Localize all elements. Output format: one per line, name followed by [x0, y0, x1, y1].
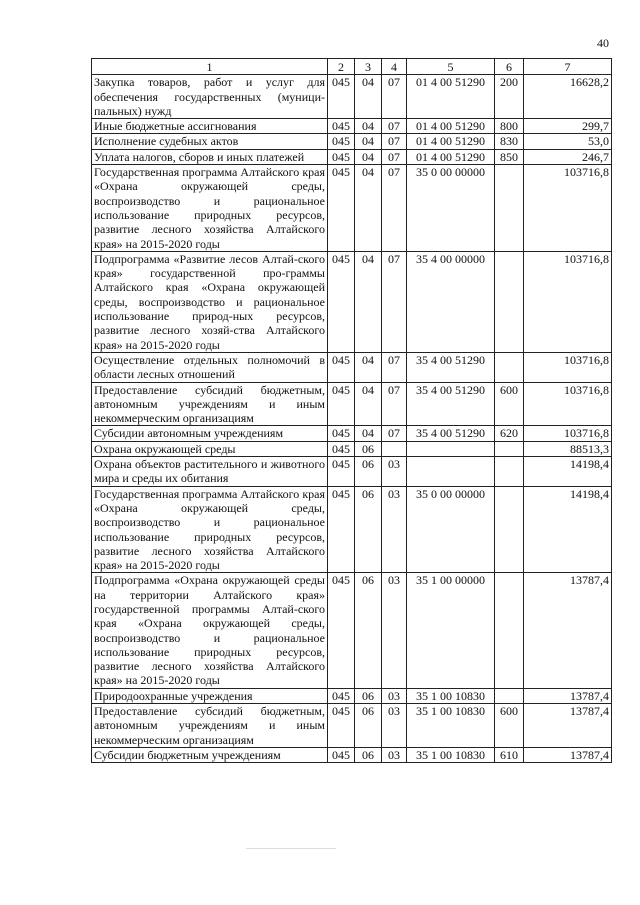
cell-sum: 14198,4 — [524, 457, 612, 487]
cell-pr: 07 — [382, 149, 407, 164]
cell-name: Субсидии автономным учреждениям — [92, 426, 328, 441]
cell-vr — [495, 251, 524, 352]
cell-pr: 03 — [382, 747, 407, 762]
table-row — [92, 704, 612, 748]
cell-vr — [495, 441, 524, 456]
cell-name: Государственная программа Алтайского края «Охрана окружающей среды, воспроизводство и рациональное использование природных ресурсов, развитие лесного хозяйства Алтайского края» на 2015-2020 годы — [92, 165, 328, 252]
table-row — [92, 75, 612, 119]
cell-vr: 620 — [495, 426, 524, 441]
cell-rz: 06 — [355, 747, 382, 762]
column-header: 6 — [495, 59, 524, 75]
cell-csr: 01 4 00 51290 — [407, 134, 495, 149]
cell-csr: 35 1 00 00000 — [407, 573, 495, 688]
cell-pr — [382, 441, 407, 456]
cell-ved: 045 — [328, 486, 355, 573]
cell-ved: 045 — [328, 75, 355, 119]
cell-rz: 04 — [355, 382, 382, 426]
cell-name: Осуществление отдельных полномочий в области лесных отношений — [92, 352, 328, 382]
cell-vr: 200 — [495, 75, 524, 119]
cell-rz: 06 — [355, 704, 382, 748]
cell-sum: 299,7 — [524, 119, 612, 134]
cell-rz: 06 — [355, 573, 382, 688]
cell-rz: 06 — [355, 486, 382, 573]
cell-name: Иные бюджетные ассигнования — [92, 119, 328, 134]
cell-vr — [495, 165, 524, 252]
cell-rz: 04 — [355, 75, 382, 119]
table-row — [92, 688, 612, 703]
table-row — [92, 134, 612, 149]
cell-sum: 14198,4 — [524, 486, 612, 573]
cell-sum: 103716,8 — [524, 382, 612, 426]
cell-vr: 850 — [495, 149, 524, 164]
cell-sum: 13787,4 — [524, 704, 612, 748]
cell-pr: 03 — [382, 486, 407, 573]
cell-rz: 04 — [355, 165, 382, 252]
budget-table — [91, 58, 612, 763]
cell-pr: 07 — [382, 352, 407, 382]
column-header: 2 — [328, 59, 355, 75]
cell-csr: 35 4 00 51290 — [407, 426, 495, 441]
cell-vr: 800 — [495, 119, 524, 134]
table-row — [92, 441, 612, 456]
cell-vr — [495, 688, 524, 703]
cell-vr: 830 — [495, 134, 524, 149]
cell-ved: 045 — [328, 747, 355, 762]
cell-name: Закупка товаров, работ и услуг для обеспечения государственных (муници-пальных) нужд — [92, 75, 328, 119]
cell-rz: 04 — [355, 426, 382, 441]
cell-ved: 045 — [328, 352, 355, 382]
cell-sum: 246,7 — [524, 149, 612, 164]
table-row — [92, 426, 612, 441]
cell-rz: 04 — [355, 134, 382, 149]
table-row — [92, 119, 612, 134]
cell-name: Подпрограмма «Охрана окружающей среды на территории Алтайского края» государственной программы Алтай-ского края «Охрана окружающей среды, воспроизводство и рациональное использование природных ресурсов, развитие лесного хозяйства Алтайского края» на 2015-2020 годы — [92, 573, 328, 688]
cell-vr: 600 — [495, 382, 524, 426]
cell-sum: 103716,8 — [524, 251, 612, 352]
table-row — [92, 486, 612, 573]
table-body — [92, 75, 612, 763]
cell-ved: 045 — [328, 165, 355, 252]
cell-ved: 045 — [328, 704, 355, 748]
column-header: 3 — [355, 59, 382, 75]
cell-csr: 01 4 00 51290 — [407, 149, 495, 164]
cell-ved: 045 — [328, 251, 355, 352]
cell-csr — [407, 441, 495, 456]
cell-csr — [407, 457, 495, 487]
column-header: 1 — [92, 59, 328, 75]
cell-pr: 03 — [382, 573, 407, 688]
cell-sum: 16628,2 — [524, 75, 612, 119]
table-header-row — [92, 59, 612, 75]
cell-vr: 600 — [495, 704, 524, 748]
cell-pr: 07 — [382, 251, 407, 352]
cell-name: Предоставление субсидий бюджетным, автономным учреждениям и иным некоммерческим организациям — [92, 704, 328, 748]
cell-csr: 35 4 00 51290 — [407, 352, 495, 382]
cell-ved: 045 — [328, 134, 355, 149]
cell-ved: 045 — [328, 457, 355, 487]
cell-rz: 06 — [355, 688, 382, 703]
cell-sum: 13787,4 — [524, 747, 612, 762]
cell-rz: 04 — [355, 149, 382, 164]
cell-pr: 07 — [382, 165, 407, 252]
cell-csr: 35 4 00 00000 — [407, 251, 495, 352]
cell-rz: 04 — [355, 352, 382, 382]
cell-ved: 045 — [328, 426, 355, 441]
cell-csr: 35 0 00 00000 — [407, 486, 495, 573]
table-row — [92, 382, 612, 426]
cell-pr: 07 — [382, 75, 407, 119]
cell-vr — [495, 486, 524, 573]
cell-sum: 13787,4 — [524, 688, 612, 703]
cell-name: Исполнение судебных актов — [92, 134, 328, 149]
cell-name: Предоставление субсидий бюджетным, автономным учреждениям и иным некоммерческим организациям — [92, 382, 328, 426]
cell-ved: 045 — [328, 573, 355, 688]
table-row — [92, 352, 612, 382]
cell-vr — [495, 573, 524, 688]
cell-sum: 103716,8 — [524, 426, 612, 441]
cell-name: Природоохранные учреждения — [92, 688, 328, 703]
cell-sum: 13787,4 — [524, 573, 612, 688]
cell-pr: 03 — [382, 457, 407, 487]
column-header: 5 — [407, 59, 495, 75]
cell-rz: 04 — [355, 251, 382, 352]
cell-sum: 103716,8 — [524, 165, 612, 252]
cell-rz: 06 — [355, 457, 382, 487]
cell-sum: 103716,8 — [524, 352, 612, 382]
cell-rz: 06 — [355, 441, 382, 456]
table-row — [92, 457, 612, 487]
cell-sum: 88513,3 — [524, 441, 612, 456]
page-number: 40 — [597, 36, 609, 50]
cell-ved: 045 — [328, 688, 355, 703]
cell-name: Охрана окружающей среды — [92, 441, 328, 456]
cell-ved: 045 — [328, 119, 355, 134]
scan-mark — [246, 848, 336, 849]
cell-name: Подпрограмма «Развитие лесов Алтай-ского края» государственной про-граммы Алтайского края «Охрана окружающей среды, воспроизводство и рациональное использование природ-ных ресурсов, развитие лесного хозяй-ства Алтайского края» на 2015-2020 годы — [92, 251, 328, 352]
cell-pr: 07 — [382, 134, 407, 149]
cell-csr: 01 4 00 51290 — [407, 75, 495, 119]
cell-csr: 35 1 00 10830 — [407, 688, 495, 703]
cell-sum: 53,0 — [524, 134, 612, 149]
cell-name: Государственная программа Алтайского края «Охрана окружающей среды, воспроизводство и рациональное использование природных ресурсов, развитие лесного хозяйства Алтайского края» на 2015-2020 годы — [92, 486, 328, 573]
cell-pr: 03 — [382, 704, 407, 748]
table-row — [92, 747, 612, 762]
cell-pr: 03 — [382, 688, 407, 703]
cell-ved: 045 — [328, 149, 355, 164]
cell-rz: 04 — [355, 119, 382, 134]
cell-ved: 045 — [328, 441, 355, 456]
cell-pr: 07 — [382, 426, 407, 441]
cell-vr: 610 — [495, 747, 524, 762]
table-row — [92, 149, 612, 164]
cell-name: Охрана объектов растительного и животного мира и среды их обитания — [92, 457, 328, 487]
table-row — [92, 251, 612, 352]
table-row — [92, 165, 612, 252]
cell-pr: 07 — [382, 382, 407, 426]
cell-pr: 07 — [382, 119, 407, 134]
column-header: 4 — [382, 59, 407, 75]
cell-csr: 35 0 00 00000 — [407, 165, 495, 252]
cell-ved: 045 — [328, 382, 355, 426]
cell-name: Субсидии бюджетным учреждениям — [92, 747, 328, 762]
cell-vr — [495, 457, 524, 487]
cell-csr: 35 1 00 10830 — [407, 704, 495, 748]
cell-csr: 01 4 00 51290 — [407, 119, 495, 134]
table-row — [92, 573, 612, 688]
cell-vr — [495, 352, 524, 382]
cell-csr: 35 4 00 51290 — [407, 382, 495, 426]
cell-csr: 35 1 00 10830 — [407, 747, 495, 762]
column-header: 7 — [524, 59, 612, 75]
cell-name: Уплата налогов, сборов и иных платежей — [92, 149, 328, 164]
